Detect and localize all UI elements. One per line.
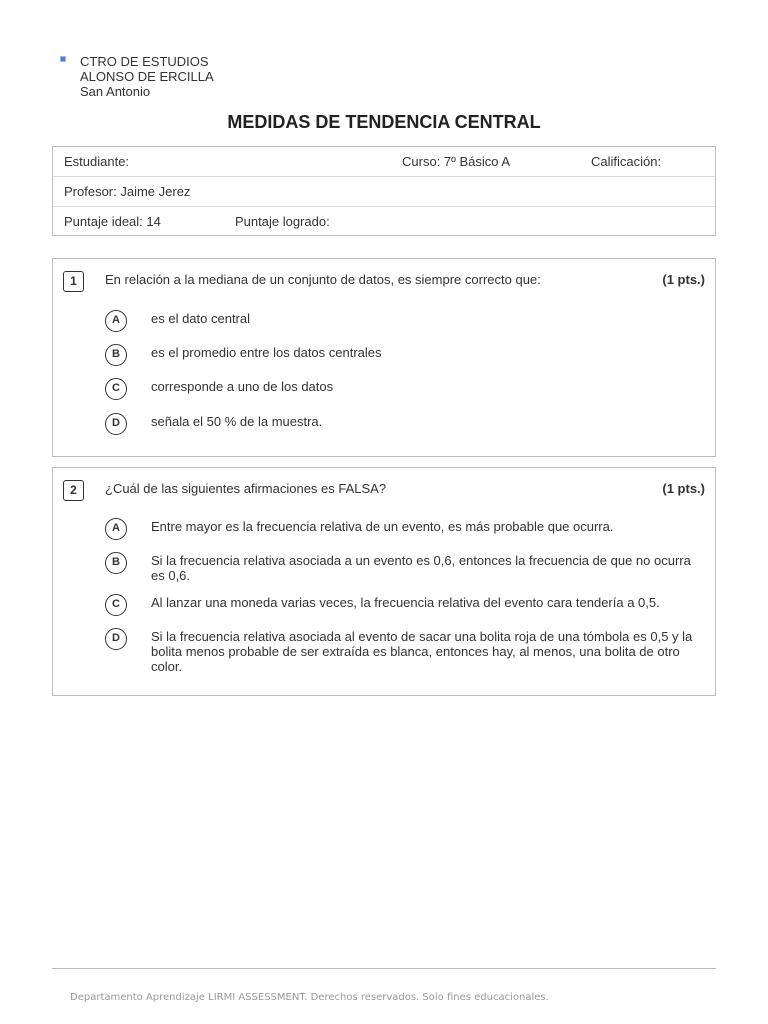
option-text: Si la frecuencia relativa asociada a un evento es 0,6, entonces la frecuencia de que no ocurra es 0,6.	[151, 553, 691, 583]
school-name-line-2: ALONSO DE ERCILLA	[80, 69, 214, 84]
footer-divider	[52, 968, 716, 969]
option-letter[interactable]: D	[105, 413, 127, 435]
option-letter[interactable]: D	[105, 628, 127, 650]
teacher-label: Profesor: Jaime Jerez	[64, 184, 191, 199]
option-letter[interactable]: A	[105, 518, 127, 540]
course-label: Curso: 7º Básico A	[402, 154, 511, 169]
question-card	[52, 258, 716, 457]
school-name-line-1: CTRO DE ESTUDIOS	[80, 54, 209, 69]
achieved-score-label: Puntaje logrado:	[235, 214, 330, 229]
option-text: Entre mayor es la frecuencia relativa de un evento, es más probable que ocurra.	[151, 519, 614, 534]
page-title: MEDIDAS DE TENDENCIA CENTRAL	[227, 112, 541, 132]
footer-text: Departamento Aprendizaje LIRMI ASSESSMENT. Derechos reservados. Solo fines educacionales.	[70, 992, 549, 1003]
info-row-2	[53, 177, 715, 207]
question-points: (1 pts.)	[662, 481, 705, 496]
option-text: señala el 50 % de la muestra.	[151, 414, 323, 429]
question-card	[52, 467, 716, 696]
option-letter[interactable]: B	[105, 344, 127, 366]
option-text: Al lanzar una moneda varias veces, la frecuencia relativa del evento cara tendería a 0,5.	[151, 595, 660, 610]
option-letter[interactable]: B	[105, 552, 127, 574]
question-points: (1 pts.)	[662, 272, 705, 287]
question-stem: ¿Cuál de las siguientes afirmaciones es FALSA?	[105, 481, 387, 496]
ideal-score-label: Puntaje ideal: 14	[64, 214, 161, 229]
option-text: corresponde a uno de los datos	[151, 379, 334, 394]
option-text: es el dato central	[151, 311, 251, 326]
school-location: San Antonio	[80, 84, 151, 99]
question-number: 2	[63, 480, 84, 501]
question-stem: En relación a la mediana de un conjunto de datos, es siempre correcto que:	[105, 272, 541, 287]
student-label: Estudiante:	[64, 154, 130, 169]
school-header	[60, 54, 214, 99]
grade-label: Calificación:	[591, 154, 662, 169]
option-text: es el promedio entre los datos centrales	[151, 345, 382, 360]
option-letter[interactable]: A	[105, 310, 127, 332]
info-row-3	[53, 207, 715, 235]
info-row-1	[53, 147, 715, 177]
option-letter[interactable]: C	[105, 378, 127, 400]
option-letter[interactable]: C	[105, 594, 127, 616]
student-info-table	[52, 146, 716, 236]
question-number: 1	[63, 271, 84, 292]
school-logo-icon	[60, 56, 66, 62]
option-text: Si la frecuencia relativa asociada al evento de sacar una bolita roja de una tómbola es 0,5 y la bolita menos probable de ser extraída es blanca, entonces hay, al menos, una bolita de otro color.	[151, 629, 693, 674]
